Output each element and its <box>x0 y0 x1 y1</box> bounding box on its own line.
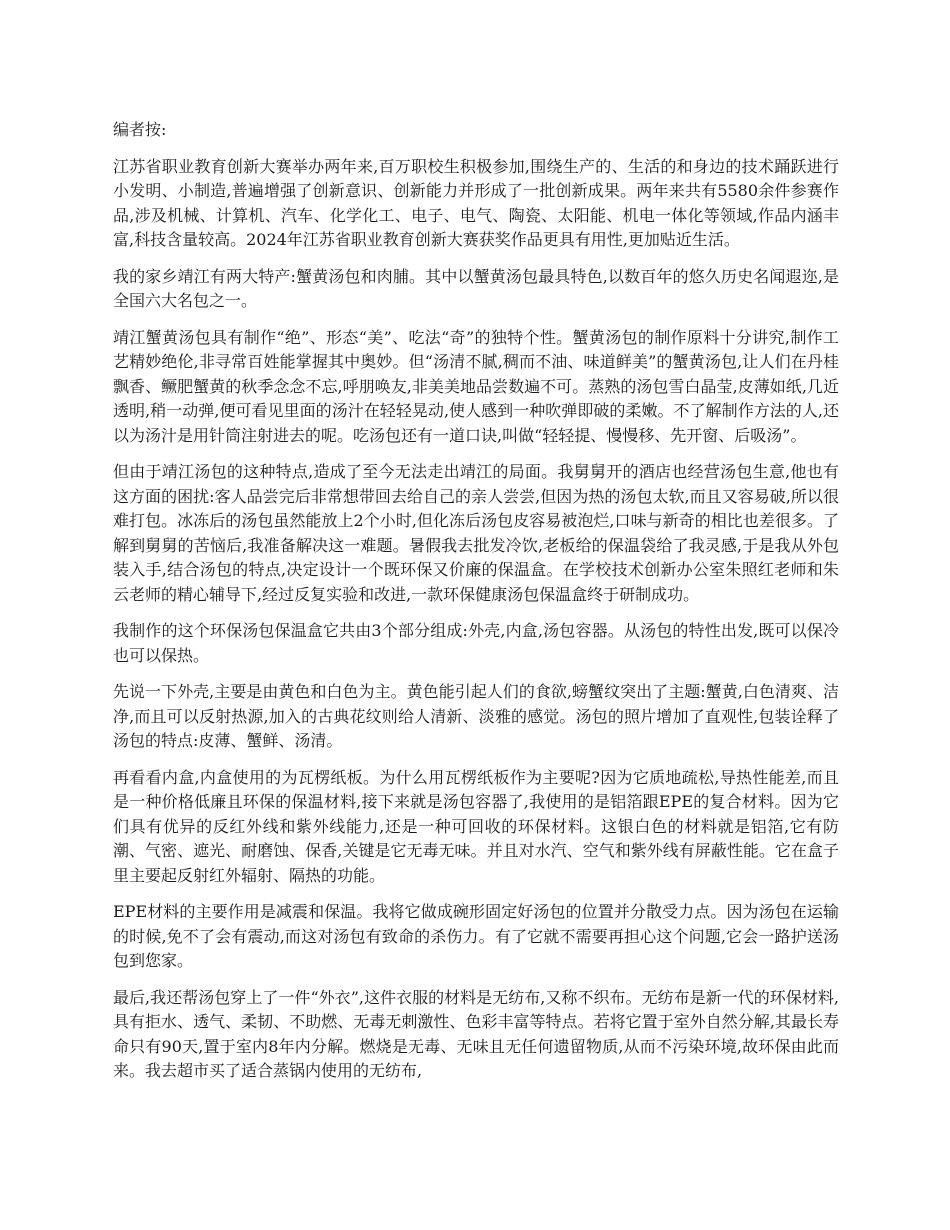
paragraph-hometown: 我的家乡靖江有两大特产:蟹黄汤包和肉脯。其中以蟹黄汤包最具特色,以数百年的悠久历史名闻遐迩,是全国六大名包之一。 <box>113 266 839 310</box>
document-body <box>113 118 839 1096</box>
paragraph-epe: EPE材料的主要作用是减震和保温。我将它做成碗形固定好汤包的位置并分散受力点。因为汤包在运输的时候,免不了会有震动,而这对汤包有致命的杀伤力。有了它就不需要再担心这个问题,它会一路护送汤包到您家。 <box>113 902 839 970</box>
paragraph-problem: 但由于靖江汤包的这种特点,造成了至今无法走出靖江的局面。我舅舅开的酒店也经营汤包生意,他也有这方面的困扰:客人品尝完后非常想带回去给自己的亲人尝尝,但因为热的汤包太软,而且又容易破,所以很难打包。冰冻后的汤包虽然能放上2个小时,但化冻后汤包皮容易被泡烂,口味与新奇的相比也差很多。了解到舅舅的苦恼后,我准备解决这一难题。暑假我去批发冷饮,老板给的保温袋给了我灵感,于是我从外包装入手,结合汤包的特点,决定设计一个既环保又价廉的保温盒。在学校技术创新办公室朱照红老师和朱云老师的精心辅导下,经过反复实验和改进,一款环保健康汤包保温盒终于研制成功。 <box>113 462 839 604</box>
paragraph-inner-box: 再看看内盒,内盒使用的为瓦楞纸板。为什么用瓦楞纸板作为主要呢?因为它质地疏松,导热性能差,而且是一种价格低廉且环保的保温材料,接下来就是汤包容器了,我使用的是铝箔跟EPE的复合材料。因为它们具有优异的反红外线和紫外线能力,还是一种可回收的环保材料。这银白色的材料就是铝箔,它有防潮、气密、遮光、耐磨蚀、保香,关键是它无毒无味。并且对水汽、空气和紫外线有屏蔽性能。它在盒子里主要起反射红外辐射、隔热的功能。 <box>113 767 839 885</box>
paragraph-components: 我制作的这个环保汤包保温盒它共由3个部分组成:外壳,内盒,汤包容器。从汤包的特性出发,既可以保冷也可以保热。 <box>113 621 839 665</box>
editor-note-label: 编者按: <box>113 120 167 139</box>
paragraph-nonwoven: 最后,我还帮汤包穿上了一件“外衣”,这件衣服的材料是无纺布,又称不织布。无纺布是新一代的环保材料,具有拒水、透气、柔韧、不助燃、无毒无刺激性、色彩丰富等特点。若将它置于室外自然分解,其最长寿命只有90天,置于室内8年内分解。燃烧是无毒、无味且无任何遗留物质,从而不污染环境,故环保由此而来。我去超市买了适合蒸锅内使用的无纺布, <box>113 987 839 1080</box>
paragraph-shell: 先说一下外壳,主要是由黄色和白色为主。黄色能引起人们的食欲,螃蟹纹突出了主题:蟹黄,白色清爽、洁净,而且可以反射热源,加入的古典花纹则给人清新、淡雅的感觉。汤包的照片增加了直观性,包装诠释了汤包的特点:皮薄、蟹鲜、汤清。 <box>113 682 839 750</box>
paragraph-intro: 江苏省职业教育创新大赛举办两年来,百万职校生积极参加,围绕生产的、生活的和身边的技术踊跃进行小发明、小制造,普遍增强了创新意识、创新能力并形成了一批创新成果。两年来共有5580余件参赛作品,涉及机械、计算机、汽车、化学化工、电子、电气、陶瓷、太阳能、机电一体化等领域,作品内涵丰富,科技含量较高。2024年江苏省职业教育创新大赛获奖作品更具有用性,更加贴近生活。 <box>113 156 839 249</box>
paragraph-features: 靖江蟹黄汤包具有制作“绝”、形态“美”、吃法“奇”的独特个性。蟹黄汤包的制作原料十分讲究,制作工艺精妙绝伦,非寻常百姓能掌握其中奥妙。但“汤清不腻,稠而不油、味道鲜美”的蟹黄汤包,让人们在丹桂飘香、鳜肥蟹黄的秋季念念不忘,呼朋唤友,非美美地品尝数遍不可。蒸熟的汤包雪白晶莹,皮薄如纸,几近透明,稍一动弹,便可看见里面的汤汁在轻轻晃动,使人感到一种吹弹即破的柔嫩。不了解制作方法的人,还以为汤汁是用针筒注射进去的呢。吃汤包还有一道口诀,叫做“轻轻提、慢慢移、先开窗、后吸汤”。 <box>113 327 839 445</box>
